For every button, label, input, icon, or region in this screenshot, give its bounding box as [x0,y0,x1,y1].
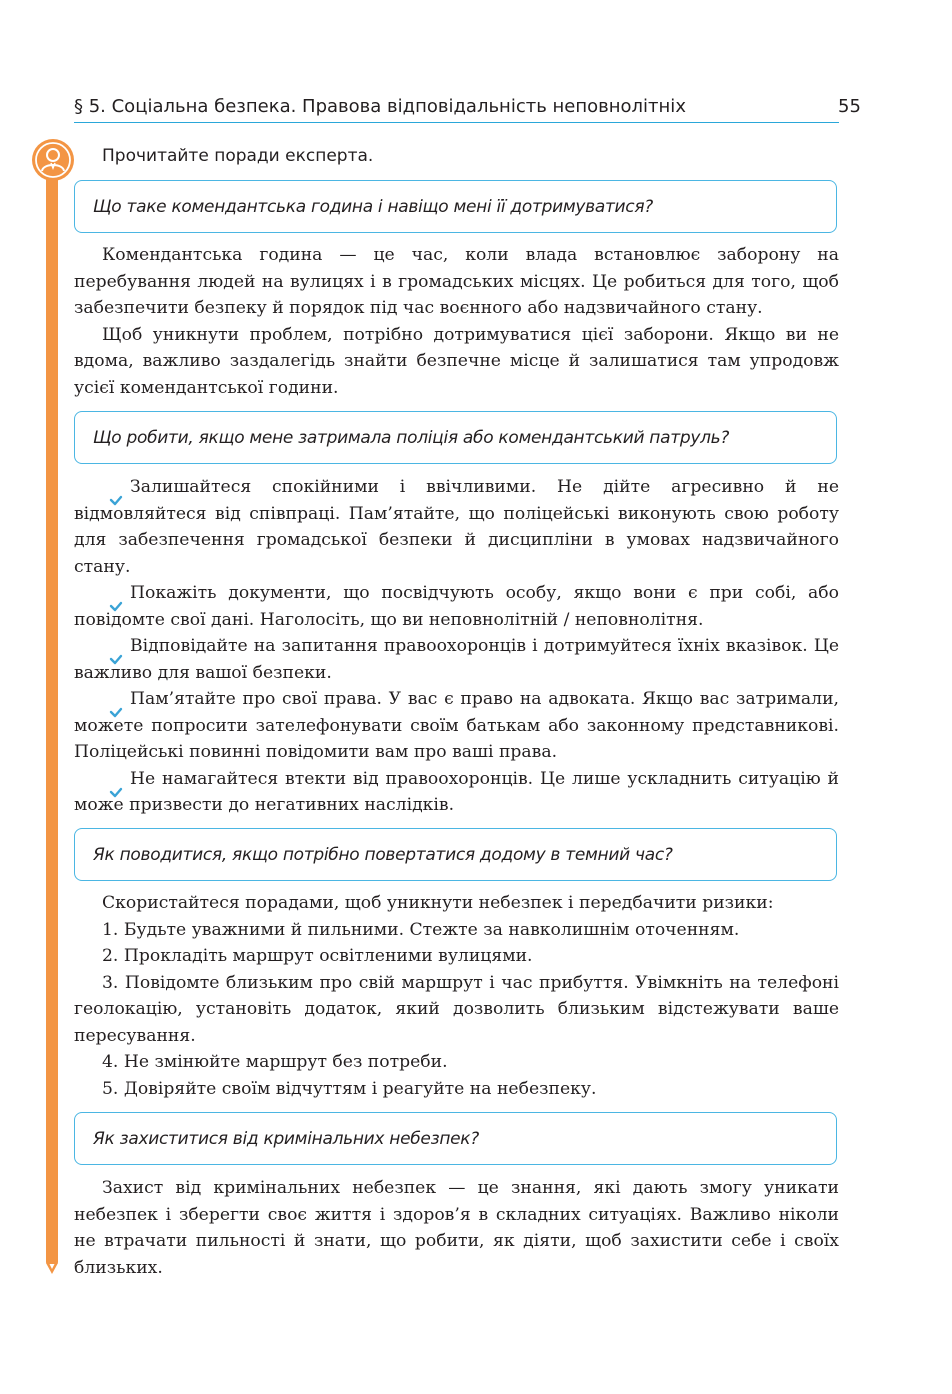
list-item: 1. Будьте уважними й пильними. Стежте за навколишнім оточенням. [102,919,740,940]
question-box [74,1112,837,1165]
question-text: Що таке комендантська година і навіщо мені її дотримуватися? [93,196,653,217]
expert-advice-sidebar [46,170,58,1264]
paragraph: Комендантська година — це час, коли влада встановлює заборону на перебування людей на вулицях і в громадських місцях. Це робиться для того, щоб забезпечити безпеку й порядок під час воєнного або надзвичайного стану. [74,245,839,318]
checkmark-icon [109,599,123,613]
list-item [74,766,839,819]
checkmark-icon [109,785,123,799]
checkmark-icon [109,705,123,719]
intro-text: Прочитайте поради експерта. [102,146,374,166]
list-item [74,580,839,633]
list-item: 3. Повідомте близьким про свій маршрут і час прибуття. Увімкніть на телефоні геолокацію, установіть додаток, який дозволить близьким відстежувати ваше пересування. [74,972,839,1046]
list-item: 4. Не змінюйте маршрут без потреби. [102,1052,448,1072]
chevron-down-icon [44,1260,60,1276]
question-text: Що робити, якщо мене затримала поліція або комендантський патруль? [93,427,730,448]
question-box [74,828,837,881]
list-item: 2. Прокладіть маршрут освітленими вулицями. [102,946,533,966]
paragraph: Щоб уникнути проблем, потрібно дотримуватися цієї заборони. Якщо ви не вдома, важливо заздалегідь знайти безпечне місце й залишатися там упродовж усієї комендантської години. [74,324,839,398]
question-text: Як поводитися, якщо потрібно повертатися додому в темний час? [93,844,673,865]
question-box [74,180,837,233]
paragraph: Захист від кримінальних небезпек — це знання, які дають змогу уникати небезпек і зберегти своє життя і здоров’я в складних ситуаціях. Важливо ніколи не втрачати пильності й знати, що робити, як діяти, щоб захистити себе і своїх близьких. [74,1178,839,1278]
list-item-text: Пам’ятайте про свої права. У вас є право на адвоката. Якщо вас затримали, можете попросити зателефонувати своїм батькам або законному представникові. Поліцейські повинні повідомити вам про ваші права. [74,689,839,762]
list-item-text: Не намагайтеся втекти від правоохоронців. Це лише ускладнить ситуацію й може призвести до негативних наслідків. [74,768,839,815]
list-item-text: Залишайтеся спокійними і ввічливими. Не дійте агресивно й не відмовляйтеся від співпраці. Пам’ятайте, що поліцейські виконують свою роботу для забезпечення громадської безпеки й дисципліни в умовах надзвичайного стану. [74,477,839,577]
answer-section-curfew [74,242,839,401]
checkmark-icon [109,652,123,666]
list-item [74,474,839,580]
expert-person-icon [31,138,75,182]
checkmark-icon [109,493,123,507]
list-item: 5. Довіряйте своїм відчуттям і реагуйте на небезпеку. [102,1078,597,1099]
list-item [74,633,839,686]
answer-section-criminal-dangers [74,1175,839,1281]
answer-section-detention [74,474,839,819]
running-header [74,94,839,123]
list-item [74,686,839,766]
paragraph: Скористайтеся порадами, щоб уникнути небезпек і передбачити ризики: [102,893,774,913]
answer-section-night-route [74,890,839,1102]
page-number: 55 [838,96,861,117]
list-item-text: Покажіть документи, що посвідчують особу, якщо вони є при собі, або повідомте свої дані. Наголосіть, що ви неповнолітній / неповнолітня. [74,583,839,630]
question-text: Як захиститися від кримінальних небезпек? [93,1128,479,1149]
list-item-text: Відповідайте на запитання правоохоронців і дотримуйтеся їхніх вказівок. Це важливо для вашої безпеки. [74,636,839,683]
question-box [74,411,837,464]
chapter-title: § 5. Соціальна безпека. Правова відповідальність неповнолітніх [74,96,686,117]
